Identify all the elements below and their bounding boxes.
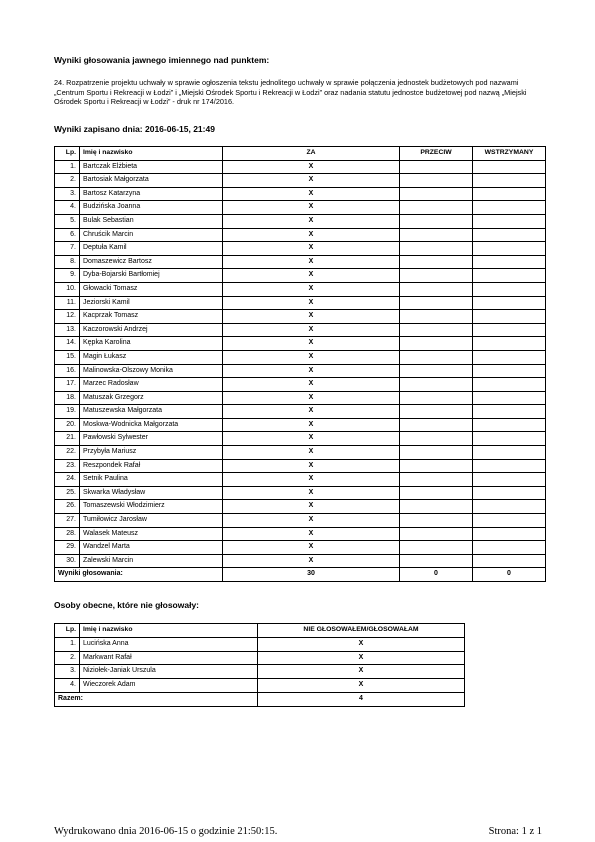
cell-przeciw <box>400 310 473 324</box>
cell-wstrzymany <box>473 187 546 201</box>
cell-za: X <box>223 269 400 283</box>
table-row <box>55 665 465 679</box>
cell-przeciw <box>400 527 473 541</box>
cell-przeciw <box>400 337 473 351</box>
cell-wstrzymany <box>473 459 546 473</box>
cell-mark: X <box>258 665 465 679</box>
cell-name: Wieczorek Adam <box>80 679 258 693</box>
cell-lp: 15. <box>55 350 80 364</box>
table-row <box>55 432 546 446</box>
table-row <box>55 255 546 269</box>
votes-table <box>54 146 546 582</box>
col-not-voted: NIE GŁOSOWAŁEM/GŁOSOWAŁAM <box>258 624 465 638</box>
cell-lp: 16. <box>55 364 80 378</box>
cell-przeciw <box>400 486 473 500</box>
document-heading: Wyniki głosowania jawnego imiennego nad punktem: <box>54 55 270 65</box>
cell-przeciw <box>400 378 473 392</box>
cell-wstrzymany <box>473 527 546 541</box>
cell-wstrzymany <box>473 214 546 228</box>
cell-name: Domaszewicz Bartosz <box>80 255 223 269</box>
cell-przeciw <box>400 350 473 364</box>
table-row <box>55 187 546 201</box>
cell-przeciw <box>400 405 473 419</box>
cell-lp: 3. <box>55 187 80 201</box>
table-row <box>55 473 546 487</box>
cell-wstrzymany <box>473 255 546 269</box>
cell-lp: 2. <box>55 174 80 188</box>
cell-mark: X <box>258 679 465 693</box>
cell-za: X <box>223 187 400 201</box>
cell-name: Pawłowski Sylwester <box>80 432 223 446</box>
cell-lp: 27. <box>55 514 80 528</box>
col-name: Imię i nazwisko <box>80 624 258 638</box>
col-przeciw: PRZECIW <box>400 147 473 161</box>
cell-wstrzymany <box>473 174 546 188</box>
cell-za: X <box>223 310 400 324</box>
cell-za: X <box>223 459 400 473</box>
cell-name: Kępka Karolina <box>80 337 223 351</box>
cell-wstrzymany <box>473 418 546 432</box>
summary-label: Wyniki głosowania: <box>55 568 223 582</box>
cell-wstrzymany <box>473 350 546 364</box>
cell-mark: X <box>258 637 465 651</box>
table-row <box>55 378 546 392</box>
cell-wstrzymany <box>473 364 546 378</box>
cell-przeciw <box>400 228 473 242</box>
cell-name: Marzec Radosław <box>80 378 223 392</box>
table-row <box>55 160 546 174</box>
table-row <box>55 364 546 378</box>
cell-za: X <box>223 432 400 446</box>
cell-za: X <box>223 391 400 405</box>
cell-wstrzymany <box>473 296 546 310</box>
cell-wstrzymany <box>473 310 546 324</box>
cell-przeciw <box>400 160 473 174</box>
saved-timestamp: Wyniki zapisano dnia: 2016-06-15, 21:49 <box>54 124 215 134</box>
cell-name: Kaczorowski Andrzej <box>80 323 223 337</box>
cell-za: X <box>223 201 400 215</box>
cell-name: Setnik Paulina <box>80 473 223 487</box>
absent-summary-value: 4 <box>258 692 465 706</box>
cell-name: Malinowska-Olszowy Monika <box>80 364 223 378</box>
cell-lp: 11. <box>55 296 80 310</box>
cell-za: X <box>223 500 400 514</box>
cell-name: Moskwa-Wodnicka Małgorzata <box>80 418 223 432</box>
cell-wstrzymany <box>473 337 546 351</box>
cell-lp: 25. <box>55 486 80 500</box>
cell-name: Walasek Mateusz <box>80 527 223 541</box>
cell-wstrzymany <box>473 405 546 419</box>
table-row <box>55 486 546 500</box>
cell-lp: 9. <box>55 269 80 283</box>
cell-za: X <box>223 514 400 528</box>
table-row <box>55 418 546 432</box>
cell-name: Przybyła Mariusz <box>80 446 223 460</box>
cell-lp: 6. <box>55 228 80 242</box>
cell-za: X <box>223 541 400 555</box>
cell-name: Bartosiak Małgorzata <box>80 174 223 188</box>
cell-wstrzymany <box>473 201 546 215</box>
cell-name: Markwant Rafał <box>80 651 258 665</box>
cell-lp: 4. <box>55 679 80 693</box>
col-wstrzymany: WSTRZYMANY <box>473 147 546 161</box>
cell-przeciw <box>400 418 473 432</box>
cell-za: X <box>223 446 400 460</box>
cell-przeciw <box>400 541 473 555</box>
cell-lp: 28. <box>55 527 80 541</box>
cell-za: X <box>223 405 400 419</box>
cell-wstrzymany <box>473 473 546 487</box>
table-row <box>55 201 546 215</box>
cell-lp: 14. <box>55 337 80 351</box>
cell-przeciw <box>400 473 473 487</box>
cell-wstrzymany <box>473 391 546 405</box>
cell-przeciw <box>400 269 473 283</box>
cell-za: X <box>223 473 400 487</box>
table-row <box>55 446 546 460</box>
cell-za: X <box>223 228 400 242</box>
table-row <box>55 554 546 568</box>
cell-name: Bartosz Katarzyna <box>80 187 223 201</box>
absent-table <box>54 623 465 707</box>
table-row <box>55 269 546 283</box>
cell-name: Bartczak Elżbieta <box>80 160 223 174</box>
cell-lp: 20. <box>55 418 80 432</box>
cell-lp: 30. <box>55 554 80 568</box>
summary-wstrzymany: 0 <box>473 568 546 582</box>
absent-summary-label: Razem: <box>55 692 258 706</box>
table-row <box>55 350 546 364</box>
cell-za: X <box>223 255 400 269</box>
cell-wstrzymany <box>473 541 546 555</box>
cell-przeciw <box>400 432 473 446</box>
cell-name: Jeziorski Kamil <box>80 296 223 310</box>
table-row <box>55 242 546 256</box>
cell-za: X <box>223 214 400 228</box>
cell-przeciw <box>400 514 473 528</box>
cell-lp: 26. <box>55 500 80 514</box>
cell-przeciw <box>400 242 473 256</box>
col-lp: Lp. <box>55 147 80 161</box>
cell-lp: 29. <box>55 541 80 555</box>
table-row <box>55 323 546 337</box>
cell-lp: 3. <box>55 665 80 679</box>
votes-body <box>55 160 546 568</box>
cell-lp: 1. <box>55 160 80 174</box>
absent-summary-row <box>55 692 465 706</box>
cell-lp: 12. <box>55 310 80 324</box>
cell-przeciw <box>400 282 473 296</box>
cell-za: X <box>223 160 400 174</box>
cell-name: Skwarka Władysław <box>80 486 223 500</box>
cell-lp: 19. <box>55 405 80 419</box>
absent-body <box>55 637 465 692</box>
cell-name: Zalewski Marcin <box>80 554 223 568</box>
table-row <box>55 214 546 228</box>
cell-za: X <box>223 554 400 568</box>
cell-name: Bulak Sebastian <box>80 214 223 228</box>
cell-lp: 22. <box>55 446 80 460</box>
cell-przeciw <box>400 364 473 378</box>
cell-lp: 4. <box>55 201 80 215</box>
cell-przeciw <box>400 214 473 228</box>
cell-przeciw <box>400 201 473 215</box>
cell-wstrzymany <box>473 432 546 446</box>
page-number: Strona: 1 z 1 <box>488 826 542 837</box>
cell-name: Reszpondek Rafał <box>80 459 223 473</box>
cell-za: X <box>223 418 400 432</box>
cell-lp: 13. <box>55 323 80 337</box>
table-row <box>55 514 546 528</box>
table-row <box>55 527 546 541</box>
cell-name: Matuszak Grzegorz <box>80 391 223 405</box>
cell-name: Dyba-Bojarski Bartłomiej <box>80 269 223 283</box>
votes-header-row <box>55 147 546 161</box>
summary-za: 30 <box>223 568 400 582</box>
cell-lp: 5. <box>55 214 80 228</box>
table-row <box>55 228 546 242</box>
table-row <box>55 337 546 351</box>
cell-name: Lucińska Anna <box>80 637 258 651</box>
cell-za: X <box>223 174 400 188</box>
cell-wstrzymany <box>473 242 546 256</box>
summary-przeciw: 0 <box>400 568 473 582</box>
col-lp: Lp. <box>55 624 80 638</box>
table-row <box>55 651 465 665</box>
cell-name: Wandzel Marta <box>80 541 223 555</box>
cell-lp: 10. <box>55 282 80 296</box>
cell-lp: 8. <box>55 255 80 269</box>
cell-lp: 7. <box>55 242 80 256</box>
table-row <box>55 405 546 419</box>
cell-przeciw <box>400 187 473 201</box>
cell-wstrzymany <box>473 282 546 296</box>
cell-wstrzymany <box>473 514 546 528</box>
cell-lp: 18. <box>55 391 80 405</box>
cell-lp: 2. <box>55 651 80 665</box>
cell-za: X <box>223 296 400 310</box>
cell-name: Deptuła Kamil <box>80 242 223 256</box>
cell-za: X <box>223 350 400 364</box>
table-row <box>55 391 546 405</box>
cell-wstrzymany <box>473 228 546 242</box>
cell-lp: 21. <box>55 432 80 446</box>
table-row <box>55 541 546 555</box>
cell-name: Niziołek-Janiak Urszula <box>80 665 258 679</box>
cell-lp: 24. <box>55 473 80 487</box>
cell-name: Kacprzak Tomasz <box>80 310 223 324</box>
cell-name: Tomaszewski Włodzimierz <box>80 500 223 514</box>
cell-lp: 17. <box>55 378 80 392</box>
print-timestamp: Wydrukowano dnia 2016-06-15 o godzinie 21:50:15. <box>54 826 278 837</box>
table-row <box>55 637 465 651</box>
cell-za: X <box>223 364 400 378</box>
cell-przeciw <box>400 446 473 460</box>
table-row <box>55 296 546 310</box>
cell-za: X <box>223 282 400 296</box>
cell-wstrzymany <box>473 554 546 568</box>
cell-name: Głowacki Tomasz <box>80 282 223 296</box>
cell-przeciw <box>400 500 473 514</box>
cell-przeciw <box>400 391 473 405</box>
cell-mark: X <box>258 651 465 665</box>
cell-za: X <box>223 527 400 541</box>
col-name: Imię i nazwisko <box>80 147 223 161</box>
agenda-item-description: 24. Rozpatrzenie projektu uchwały w sprawie ogłoszenia tekstu jednolitego uchwały w sprawie połączenia jednostek budżetowych pod nazwami „Centrum Sportu i Rekreacji w Łodzi” i „Miejski Ośrodek Sportu i Rekreacji w Łodzi” oraz nadania statutu jednostce budżetowej pod nazwą „Miejski Ośrodek Sportu i Rekreacji w Łodzi” - druk nr 174/2016. <box>54 78 527 107</box>
cell-za: X <box>223 323 400 337</box>
cell-przeciw <box>400 459 473 473</box>
cell-przeciw <box>400 323 473 337</box>
cell-za: X <box>223 242 400 256</box>
cell-wstrzymany <box>473 486 546 500</box>
cell-lp: 23. <box>55 459 80 473</box>
absent-title: Osoby obecne, które nie głosowały: <box>54 600 200 610</box>
table-row <box>55 459 546 473</box>
absent-header-row <box>55 624 465 638</box>
cell-wstrzymany <box>473 500 546 514</box>
cell-za: X <box>223 337 400 351</box>
cell-lp: 1. <box>55 637 80 651</box>
cell-wstrzymany <box>473 323 546 337</box>
cell-name: Budzińska Joanna <box>80 201 223 215</box>
table-row <box>55 679 465 693</box>
table-row <box>55 500 546 514</box>
table-row <box>55 282 546 296</box>
cell-wstrzymany <box>473 160 546 174</box>
cell-za: X <box>223 486 400 500</box>
cell-przeciw <box>400 255 473 269</box>
votes-summary-row <box>55 568 546 582</box>
cell-name: Magin Łukasz <box>80 350 223 364</box>
table-row <box>55 310 546 324</box>
cell-wstrzymany <box>473 446 546 460</box>
table-row <box>55 174 546 188</box>
cell-przeciw <box>400 554 473 568</box>
cell-za: X <box>223 378 400 392</box>
cell-name: Tumiłowicz Jarosław <box>80 514 223 528</box>
cell-name: Chruścik Marcin <box>80 228 223 242</box>
cell-wstrzymany <box>473 269 546 283</box>
cell-przeciw <box>400 296 473 310</box>
cell-przeciw <box>400 174 473 188</box>
col-za: ZA <box>223 147 400 161</box>
cell-wstrzymany <box>473 378 546 392</box>
cell-name: Matuszewska Małgorzata <box>80 405 223 419</box>
